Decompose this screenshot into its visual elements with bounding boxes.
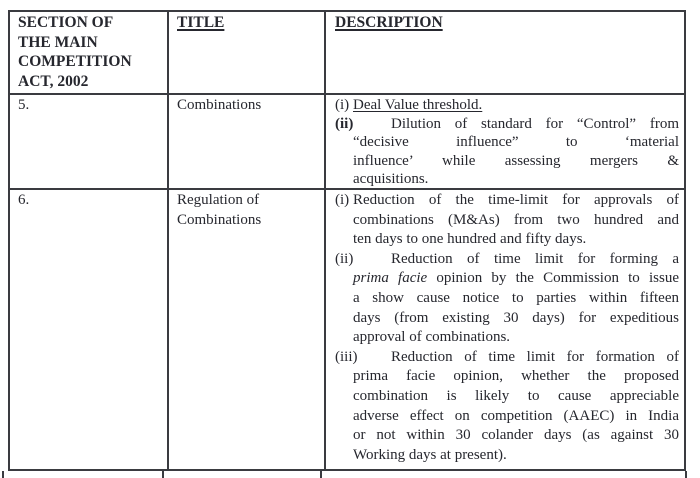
desc-line: or not within 30 colander days (as against 30 — [353, 427, 679, 444]
desc-line: influence’ while assessing mergers & — [353, 152, 679, 169]
next-row-border-stub — [320, 471, 322, 478]
desc-line — [335, 348, 679, 368]
competition-act-table — [8, 10, 686, 471]
desc-line: prima facie opinion, whether the proposed — [353, 368, 679, 385]
header-section-cell — [10, 12, 167, 93]
desc-line: “decisive influence” to ‘material — [353, 134, 679, 151]
desc-line: acquisitions. — [353, 171, 429, 188]
row5-title-text: Combinations — [177, 97, 262, 113]
header-section-line: ACT, 2002 — [18, 72, 89, 90]
desc-line — [335, 269, 679, 289]
desc-line: approval of combinations. — [353, 329, 511, 346]
row6-description-cell — [326, 190, 684, 469]
header-description-cell — [326, 12, 684, 93]
item-marker: (i) — [335, 192, 350, 208]
desc-line: days (from existing 30 days) for expeditious — [353, 309, 679, 326]
header-section-line: SECTION OF — [18, 14, 114, 31]
header-section-line: THE MAIN — [18, 33, 98, 51]
desc-line: combination is likely to cause appreciable — [353, 387, 679, 404]
desc-text: Dilution of standard for “Control” from — [391, 115, 679, 132]
desc-line: a show cause notice to parties within fifteen — [353, 289, 679, 306]
desc-line — [335, 115, 679, 134]
header-section-line: COMPETITION — [18, 53, 132, 70]
item-marker: (ii) — [335, 115, 354, 132]
item-marker: (ii) — [335, 250, 354, 267]
desc-line: adverse effect on competition (AAEC) in India — [353, 407, 679, 424]
desc-text: opinion by the Commission to issue — [427, 270, 679, 287]
desc-line — [335, 250, 679, 270]
desc-line: Working days at present). — [353, 446, 507, 463]
header-title-cell — [169, 12, 324, 93]
underlined-text: Deal Value threshold. — [353, 97, 483, 113]
desc-line — [335, 96, 679, 115]
row5-title-cell — [169, 95, 324, 188]
row6-section-cell — [10, 190, 167, 469]
desc-line: ten days to one hundred and fifty days. — [353, 231, 587, 248]
item-marker: (i) — [335, 97, 350, 113]
item-marker: (iii) — [335, 348, 358, 365]
header-description-label: DESCRIPTION — [335, 14, 443, 31]
header-title-label: TITLE — [177, 14, 225, 31]
desc-line — [335, 191, 679, 211]
row6-section-number: 6. — [18, 192, 30, 208]
desc-text: Reduction of time limit for formation of — [391, 348, 679, 365]
next-row-border-stub — [2, 471, 4, 478]
row6-title-text: Regulation of Combinations — [177, 192, 262, 228]
desc-line: combinations (M&As) from two hundred and — [353, 211, 679, 228]
row6-title-cell — [169, 190, 324, 469]
row5-description-cell — [326, 95, 684, 188]
row5-section-cell — [10, 95, 167, 188]
next-row-border-stub — [685, 471, 687, 478]
next-row-border-stub — [162, 471, 164, 478]
row5-section-number: 5. — [18, 97, 30, 113]
desc-text: Reduction of the time-limit for approvals of — [353, 192, 679, 208]
italic-latin-phrase: prima facie — [353, 270, 428, 287]
desc-text: Reduction of time limit for forming a — [391, 250, 679, 267]
